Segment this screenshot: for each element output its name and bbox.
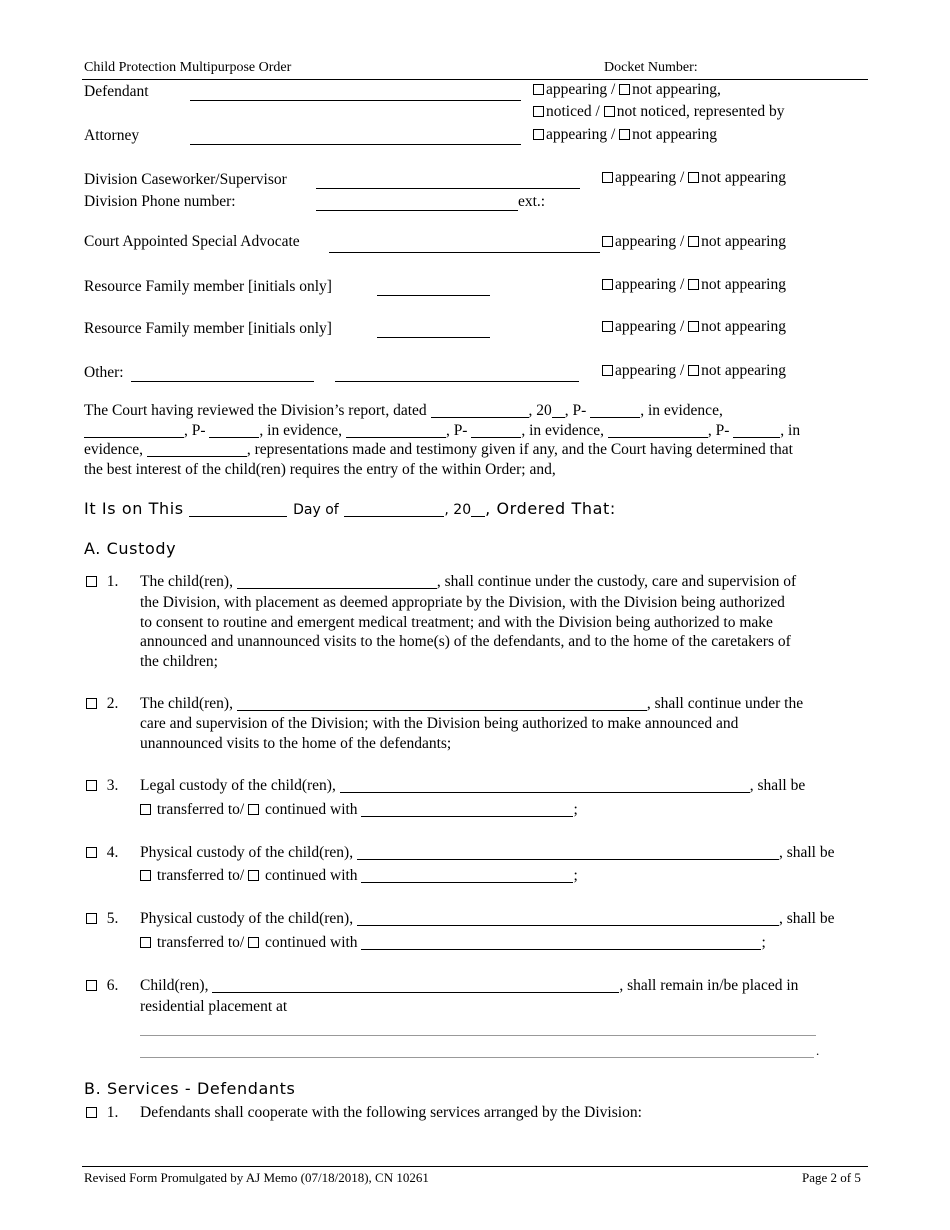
docket-number-label: Docket Number: [604,60,698,75]
attorney-appearance: appearing / not appearing [533,125,717,145]
exhibit-desc-field[interactable] [147,441,247,457]
resource-family-2-appearance: appearing / not appearing [602,317,786,337]
a6-placement-field-1[interactable] [140,1021,816,1036]
casa-appearance: appearing / not appearing [602,232,786,252]
appearing-checkbox[interactable] [602,172,613,183]
a6-children-field[interactable] [212,977,619,993]
resource-family-2-field[interactable] [377,323,490,338]
b1-checkbox[interactable] [86,1107,97,1118]
a4-number: 4. [86,843,118,863]
a3-number: 3. [86,776,118,796]
section-a-title: A. Custody [84,539,177,558]
a1-line-3: to consent to routine and emergent medical treatment; and with the Division being authorized to make [140,614,773,631]
a3-line-1: Legal custody of the child(ren), , shall be [140,777,806,794]
appearing-checkbox[interactable] [602,321,613,332]
caseworker-appearance: appearing / not appearing [602,168,786,188]
other-name-field[interactable] [131,367,314,382]
a6-checkbox[interactable] [86,980,97,991]
a2-checkbox[interactable] [86,698,97,709]
resource-family-1-label: Resource Family member [initials only] [84,278,332,295]
a3-custodian-field[interactable] [361,801,573,817]
a1-checkbox[interactable] [86,576,97,587]
continued-with-checkbox[interactable] [248,937,259,948]
exhibit-desc-field[interactable] [608,422,708,438]
a5-number: 5. [86,909,118,929]
a2-children-field[interactable] [237,695,647,711]
a4-line-1: Physical custody of the child(ren), , shall be [140,844,835,861]
a5-line-1: Physical custody of the child(ren), , shall be [140,910,835,927]
defendant-appearance: appearing / not appearing, [533,80,721,100]
not-noticed-checkbox[interactable] [604,106,615,117]
a1-line-1: The child(ren), , shall continue under the custody, care and supervision of [140,573,797,590]
not-appearing-checkbox[interactable] [688,172,699,183]
not-appearing-checkbox[interactable] [688,365,699,376]
a6-number: 6. [86,976,118,996]
a6-placement-field-2[interactable] [140,1043,814,1058]
not-appearing-checkbox[interactable] [688,236,699,247]
resource-family-1-field[interactable] [377,281,490,296]
intro-line-1: The Court having reviewed the Division’s report, dated , 20 , P- , in evidence, [84,402,723,419]
report-year-field[interactable] [552,402,565,418]
resource-family-1-appearance: appearing / not appearing [602,275,786,295]
order-day-field[interactable] [189,501,287,517]
page-number: Page 2 of 5 [802,1170,861,1185]
resource-family-2-label: Resource Family member [initials only] [84,320,332,337]
a2-number: 2. [86,694,118,714]
a1-number: 1. [86,572,118,592]
a4-children-field[interactable] [357,844,779,860]
transferred-to-checkbox[interactable] [140,937,151,948]
noticed-checkbox[interactable] [533,106,544,117]
appearing-checkbox[interactable] [602,236,613,247]
section-b-title: B. Services - Defendants [84,1079,296,1098]
a6-end-period: . [816,1043,820,1058]
ext-label: ext.: [518,193,546,210]
order-month-field[interactable] [344,501,444,517]
ordered-line: It Is on This Day of , 20 , Ordered That: [84,499,616,518]
not-appearing-checkbox[interactable] [688,279,699,290]
exhibit-field[interactable] [590,402,640,418]
other-role-field[interactable] [335,367,579,382]
exhibit-field[interactable] [733,422,780,438]
division-phone-label: Division Phone number: [84,193,236,210]
a3-line-2: transferred to/ continued with ; [140,800,578,820]
other-label: Other: [84,364,124,381]
not-appearing-checkbox[interactable] [688,321,699,332]
a5-checkbox[interactable] [86,913,97,924]
appearing-checkbox[interactable] [533,84,544,95]
footer-revision: Revised Form Promulgated by AJ Memo (07/18/2018), CN 10261 [84,1170,429,1185]
defendant-notice: noticed / not noticed, represented by [533,102,785,122]
casa-label: Court Appointed Special Advocate [84,233,300,250]
a4-line-2: transferred to/ continued with ; [140,866,578,886]
exhibit-field[interactable] [471,422,521,438]
exhibit-field[interactable] [209,422,259,438]
a2-line-2: care and supervision of the Division; with the Division being authorized to make announced and [140,715,739,732]
appearing-checkbox[interactable] [533,129,544,140]
a1-line-5: the children; [140,653,218,670]
casa-field[interactable] [329,238,600,253]
a2-line-1: The child(ren), , shall continue under the [140,695,804,712]
a5-children-field[interactable] [357,910,779,926]
defendant-field[interactable] [190,86,521,101]
transferred-to-checkbox[interactable] [140,804,151,815]
continued-with-checkbox[interactable] [248,804,259,815]
caseworker-field[interactable] [316,174,580,189]
a1-line-2: the Division, with placement as deemed appropriate by the Division, with the Division being authorized [140,594,785,611]
transferred-to-checkbox[interactable] [140,870,151,881]
report-date-field[interactable] [431,402,529,418]
a6-line-1: Child(ren), , shall remain in/be placed in [140,977,799,994]
appearing-checkbox[interactable] [602,279,613,290]
a4-checkbox[interactable] [86,847,97,858]
exhibit-desc-field[interactable] [346,422,446,438]
continued-with-checkbox[interactable] [248,870,259,881]
form-title: Child Protection Multipurpose Order [84,60,292,75]
a3-checkbox[interactable] [86,780,97,791]
exhibit-desc-field[interactable] [84,422,184,438]
not-appearing-checkbox[interactable] [619,129,630,140]
a4-custodian-field[interactable] [361,867,573,883]
b1-text: Defendants shall cooperate with the following services arranged by the Division: [140,1104,642,1121]
order-year-field[interactable] [471,501,485,517]
defendant-label: Defendant [84,83,149,100]
caseworker-label: Division Caseworker/Supervisor [84,171,287,188]
not-appearing-checkbox[interactable] [619,84,630,95]
a5-line-2: transferred to/ continued with ; [140,933,766,953]
a3-children-field[interactable] [340,777,750,793]
appearing-checkbox[interactable] [602,365,613,376]
intro-line-2: , P- , in evidence, , P- , in evidence, , P- , in [84,421,800,441]
attorney-label: Attorney [84,127,140,144]
a5-custodian-field[interactable] [361,934,761,950]
intro-line-4: the best interest of the child(ren) requires the entry of the within Order; and, [84,461,556,478]
other-appearance: appearing / not appearing [602,361,786,381]
a6-line-2: residential placement at [140,998,288,1015]
intro-line-3: evidence, , representations made and testimony given if any, and the Court having determined that [84,441,793,458]
footer-rule [82,1166,868,1167]
header-rule [82,79,868,80]
a1-line-4: announced and unannounced visits to the home(s) of the defendants, and to the home of the caretakers of [140,633,791,650]
a2-line-3: unannounced visits to the home of the defendants; [140,735,452,752]
division-phone-field[interactable] [316,196,518,211]
b1-number: 1. [86,1103,118,1123]
a1-children-field[interactable] [237,573,437,589]
attorney-field[interactable] [190,130,521,145]
